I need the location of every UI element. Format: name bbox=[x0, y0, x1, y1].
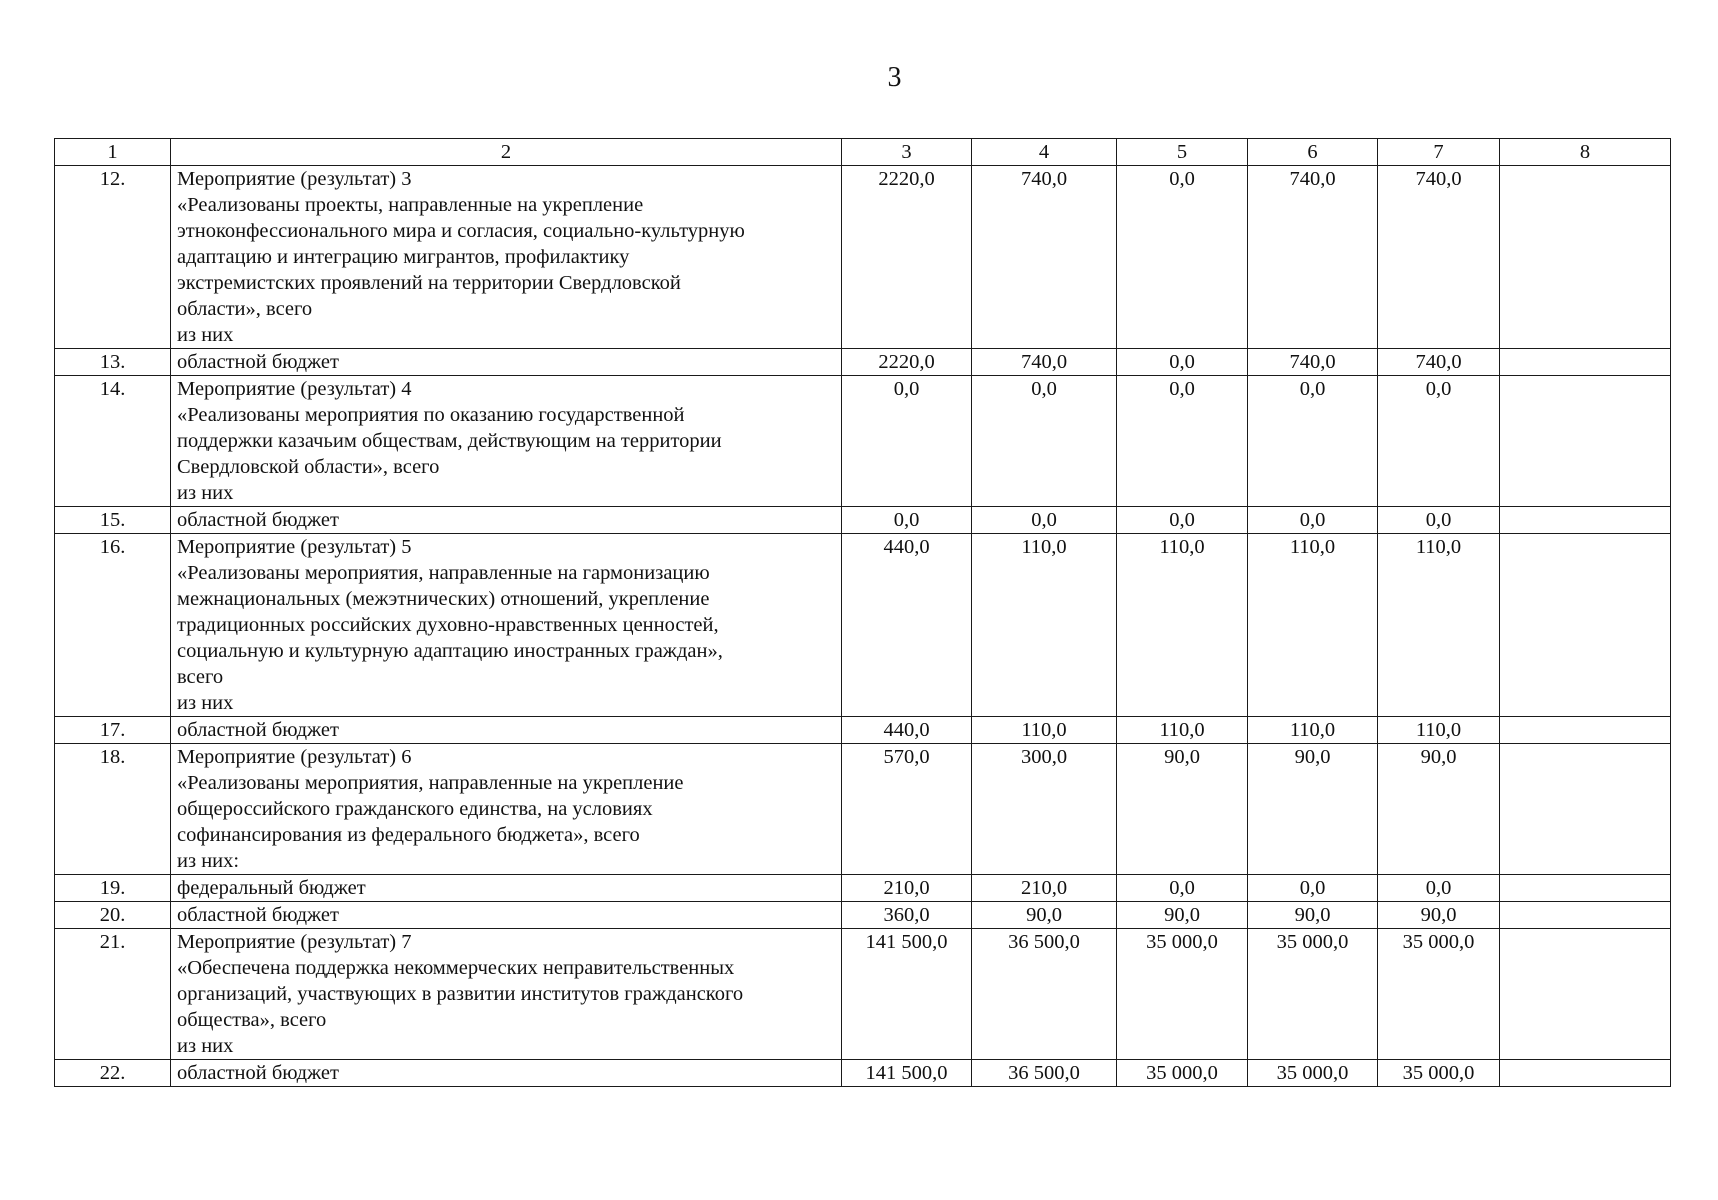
value-cell-c8 bbox=[1500, 902, 1671, 929]
description-line: экстремистских проявлений на территории Свердловской bbox=[177, 272, 681, 294]
description-line: межнациональных (межэтнических) отношений, укрепление bbox=[177, 588, 710, 610]
value-cell-c8 bbox=[1500, 875, 1671, 902]
value-cell-c8 bbox=[1500, 929, 1671, 1060]
value-cell-c6: 0,0 bbox=[1248, 507, 1378, 534]
description-line: Мероприятие (результат) 5 bbox=[177, 536, 412, 558]
value-cell-c5: 90,0 bbox=[1117, 744, 1248, 875]
description-line: из них bbox=[177, 482, 234, 504]
description-line: Мероприятие (результат) 3 bbox=[177, 168, 412, 190]
description-line: из них bbox=[177, 324, 234, 346]
value-cell-c7: 0,0 bbox=[1378, 376, 1500, 507]
value-cell-c6: 35 000,0 bbox=[1248, 929, 1378, 1060]
row-number: 21. bbox=[55, 929, 171, 1060]
value-cell-c4: 740,0 bbox=[972, 166, 1117, 349]
table-row bbox=[55, 534, 1671, 717]
value-cell-c4: 300,0 bbox=[972, 744, 1117, 875]
row-number: 15. bbox=[55, 507, 171, 534]
row-number: 12. bbox=[55, 166, 171, 349]
description-line: федеральный бюджет bbox=[177, 877, 366, 899]
row-description bbox=[171, 875, 842, 902]
value-cell-c6: 740,0 bbox=[1248, 349, 1378, 376]
table-row bbox=[55, 717, 1671, 744]
table-row bbox=[55, 902, 1671, 929]
value-cell-c3: 141 500,0 bbox=[842, 1060, 972, 1087]
value-cell-c3: 0,0 bbox=[842, 507, 972, 534]
row-number: 22. bbox=[55, 1060, 171, 1087]
description-line: из них bbox=[177, 1035, 234, 1057]
row-description bbox=[171, 376, 842, 507]
value-cell-c8 bbox=[1500, 376, 1671, 507]
description-line: Мероприятие (результат) 6 bbox=[177, 746, 412, 768]
value-cell-c7: 740,0 bbox=[1378, 349, 1500, 376]
row-number: 14. bbox=[55, 376, 171, 507]
description-line: адаптацию и интеграцию мигрантов, профилактику bbox=[177, 246, 630, 268]
value-cell-c5: 90,0 bbox=[1117, 902, 1248, 929]
column-header: 7 bbox=[1378, 139, 1500, 166]
description-line: областной бюджет bbox=[177, 351, 339, 373]
value-cell-c7: 35 000,0 bbox=[1378, 1060, 1500, 1087]
description-line: «Обеспечена поддержка некоммерческих неправительственных bbox=[177, 957, 735, 979]
value-cell-c3: 440,0 bbox=[842, 717, 972, 744]
value-cell-c7: 35 000,0 bbox=[1378, 929, 1500, 1060]
value-cell-c4: 90,0 bbox=[972, 902, 1117, 929]
value-cell-c6: 35 000,0 bbox=[1248, 1060, 1378, 1087]
value-cell-c3: 440,0 bbox=[842, 534, 972, 717]
value-cell-c4: 740,0 bbox=[972, 349, 1117, 376]
value-cell-c5: 0,0 bbox=[1117, 875, 1248, 902]
description-line: традиционных российских духовно-нравственных ценностей, bbox=[177, 614, 719, 636]
value-cell-c5: 0,0 bbox=[1117, 166, 1248, 349]
page-number: 3 bbox=[887, 62, 903, 93]
value-cell-c7: 0,0 bbox=[1378, 507, 1500, 534]
row-description bbox=[171, 929, 842, 1060]
value-cell-c5: 110,0 bbox=[1117, 534, 1248, 717]
row-number: 19. bbox=[55, 875, 171, 902]
value-cell-c7: 110,0 bbox=[1378, 717, 1500, 744]
value-cell-c5: 0,0 bbox=[1117, 349, 1248, 376]
description-line: области», всего bbox=[177, 298, 313, 320]
value-cell-c3: 570,0 bbox=[842, 744, 972, 875]
value-cell-c5: 0,0 bbox=[1117, 376, 1248, 507]
description-line: областной бюджет bbox=[177, 1062, 339, 1084]
value-cell-c6: 0,0 bbox=[1248, 875, 1378, 902]
value-cell-c5: 35 000,0 bbox=[1117, 929, 1248, 1060]
description-line: Свердловской области», всего bbox=[177, 456, 440, 478]
value-cell-c5: 0,0 bbox=[1117, 507, 1248, 534]
value-cell-c7: 110,0 bbox=[1378, 534, 1500, 717]
column-header: 3 bbox=[842, 139, 972, 166]
table-row bbox=[55, 744, 1671, 875]
value-cell-c7: 0,0 bbox=[1378, 875, 1500, 902]
value-cell-c4: 36 500,0 bbox=[972, 929, 1117, 1060]
row-description bbox=[171, 902, 842, 929]
table-header-row bbox=[55, 139, 1671, 166]
value-cell-c6: 110,0 bbox=[1248, 717, 1378, 744]
value-cell-c6: 0,0 bbox=[1248, 376, 1378, 507]
value-cell-c3: 210,0 bbox=[842, 875, 972, 902]
description-line: «Реализованы мероприятия, направленные на гармонизацию bbox=[177, 562, 710, 584]
table-row bbox=[55, 875, 1671, 902]
description-line: областной бюджет bbox=[177, 719, 339, 741]
description-line: поддержки казачьим обществам, действующим на территории bbox=[177, 430, 722, 452]
table-row bbox=[55, 929, 1671, 1060]
row-number: 16. bbox=[55, 534, 171, 717]
value-cell-c3: 2220,0 bbox=[842, 166, 972, 349]
description-line: этноконфессионального мира и согласия, социально-культурную bbox=[177, 220, 745, 242]
description-line: «Реализованы мероприятия по оказанию государственной bbox=[177, 404, 685, 426]
value-cell-c7: 740,0 bbox=[1378, 166, 1500, 349]
description-line: общества», всего bbox=[177, 1009, 327, 1031]
row-description bbox=[171, 507, 842, 534]
row-description bbox=[171, 717, 842, 744]
value-cell-c3: 0,0 bbox=[842, 376, 972, 507]
description-line: Мероприятие (результат) 7 bbox=[177, 931, 412, 953]
description-line: Мероприятие (результат) 4 bbox=[177, 378, 412, 400]
value-cell-c8 bbox=[1500, 166, 1671, 349]
description-line: «Реализованы проекты, направленные на укрепление bbox=[177, 194, 644, 216]
row-description bbox=[171, 534, 842, 717]
description-line: из них: bbox=[177, 850, 240, 872]
value-cell-c6: 90,0 bbox=[1248, 744, 1378, 875]
row-description bbox=[171, 1060, 842, 1087]
description-line: областной бюджет bbox=[177, 904, 339, 926]
column-header: 8 bbox=[1500, 139, 1671, 166]
value-cell-c4: 210,0 bbox=[972, 875, 1117, 902]
value-cell-c3: 141 500,0 bbox=[842, 929, 972, 1060]
value-cell-c4: 110,0 bbox=[972, 717, 1117, 744]
table-row bbox=[55, 376, 1671, 507]
value-cell-c3: 2220,0 bbox=[842, 349, 972, 376]
row-number: 18. bbox=[55, 744, 171, 875]
value-cell-c5: 110,0 bbox=[1117, 717, 1248, 744]
row-number: 13. bbox=[55, 349, 171, 376]
description-line: организаций, участвующих в развитии институтов гражданского bbox=[177, 983, 744, 1005]
value-cell-c8 bbox=[1500, 507, 1671, 534]
value-cell-c4: 0,0 bbox=[972, 376, 1117, 507]
column-header: 6 bbox=[1248, 139, 1378, 166]
value-cell-c6: 90,0 bbox=[1248, 902, 1378, 929]
table-row bbox=[55, 166, 1671, 349]
description-line: всего bbox=[177, 666, 224, 688]
value-cell-c7: 90,0 bbox=[1378, 902, 1500, 929]
row-description bbox=[171, 349, 842, 376]
description-line: областной бюджет bbox=[177, 509, 339, 531]
budget-table bbox=[54, 138, 1671, 1087]
description-line: общероссийского гражданского единства, на условиях bbox=[177, 798, 653, 820]
row-number: 20. bbox=[55, 902, 171, 929]
value-cell-c8 bbox=[1500, 1060, 1671, 1087]
value-cell-c6: 740,0 bbox=[1248, 166, 1378, 349]
value-cell-c4: 110,0 bbox=[972, 534, 1117, 717]
value-cell-c7: 90,0 bbox=[1378, 744, 1500, 875]
row-description bbox=[171, 166, 842, 349]
column-header: 4 bbox=[972, 139, 1117, 166]
value-cell-c8 bbox=[1500, 349, 1671, 376]
table-row bbox=[55, 507, 1671, 534]
table-row bbox=[55, 1060, 1671, 1087]
value-cell-c3: 360,0 bbox=[842, 902, 972, 929]
value-cell-c4: 36 500,0 bbox=[972, 1060, 1117, 1087]
value-cell-c4: 0,0 bbox=[972, 507, 1117, 534]
table-row bbox=[55, 349, 1671, 376]
description-line: софинансирования из федерального бюджета», всего bbox=[177, 824, 640, 846]
column-header: 1 bbox=[55, 139, 171, 166]
value-cell-c8 bbox=[1500, 534, 1671, 717]
column-header: 5 bbox=[1117, 139, 1248, 166]
row-description bbox=[171, 744, 842, 875]
description-line: из них bbox=[177, 692, 234, 714]
value-cell-c8 bbox=[1500, 717, 1671, 744]
value-cell-c5: 35 000,0 bbox=[1117, 1060, 1248, 1087]
value-cell-c6: 110,0 bbox=[1248, 534, 1378, 717]
column-header: 2 bbox=[171, 139, 842, 166]
value-cell-c8 bbox=[1500, 744, 1671, 875]
description-line: социальную и культурную адаптацию иностранных граждан», bbox=[177, 640, 723, 662]
description-line: «Реализованы мероприятия, направленные на укрепление bbox=[177, 772, 684, 794]
row-number: 17. bbox=[55, 717, 171, 744]
